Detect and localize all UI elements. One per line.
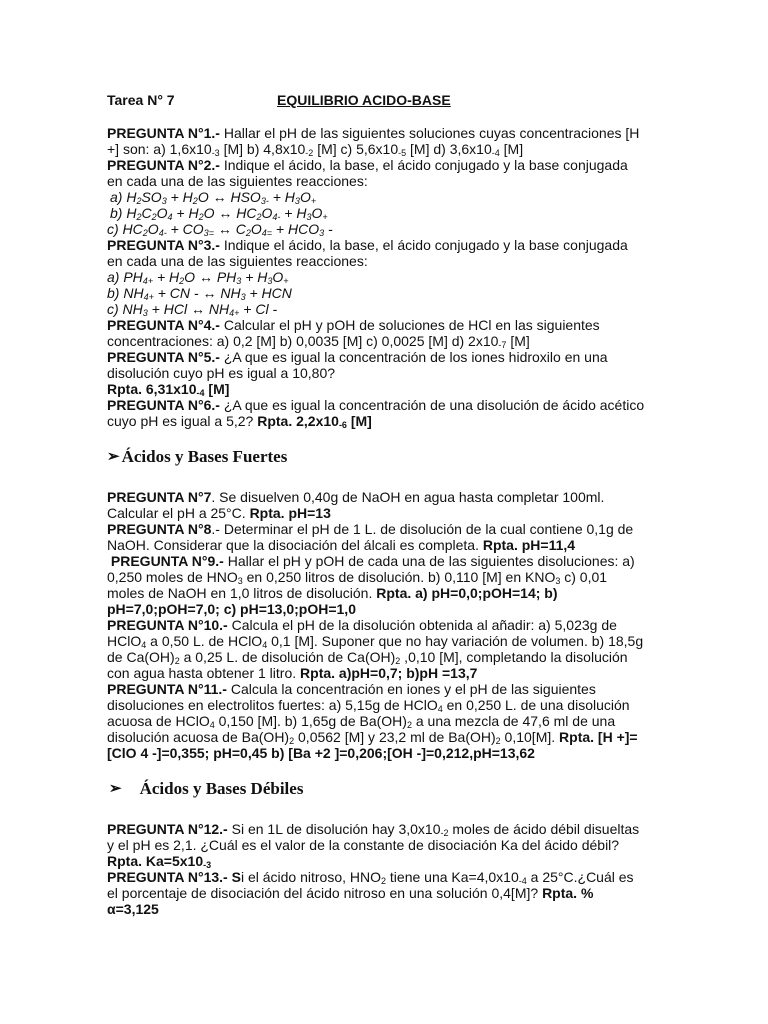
question-label: PREGUNTA N°1.- (107, 125, 220, 141)
answer-text: Rpta. a)pH=0,7; b)pH =13,7 (300, 665, 478, 681)
question-label: PREGUNTA N°6.- (107, 397, 220, 413)
question-text: Hallar el pH de las siguientes soluciones cuyas concentraciones [H +] son: a) $1,6x10_{-3}$ [M] b) $4,8x10_{-2}$ [M] c) $5,6x10_{-5}$ [M] d) $3,6x10_{-4}$ [M] (107, 125, 640, 158)
question-label: PREGUNTA N°11.- (107, 681, 227, 697)
question-text: . Se disuelven 0,40g de NaOH en agua hasta completar 100ml. Calcular el pH a 25°C. (107, 489, 605, 521)
question-text: Calcular el pH y pOH de soluciones de HCl en las siguientes concentraciones: a) 0,2 [M] b) 0,0035 [M] c) 0,0025 [M] d) $2x10_{-7}$ [M] (107, 317, 600, 350)
answer-text: Rpta. pH=13 (249, 505, 331, 521)
reaction-line: a) $H_2SO_3 + H_2O$ ↔ $HSO_{3-} + H_3O_+$ (110, 189, 317, 206)
question-text: ¿A que es igual la concentración de una disolución de ácido acético cuyo pH es igual a 5,2? (107, 397, 645, 429)
question-5 (107, 349, 647, 381)
question-6 (107, 397, 647, 429)
section-title: Ácidos y Bases Débiles (139, 779, 304, 798)
question-label: PREGUNTA N°13.- S (107, 869, 241, 885)
section-title: Ácidos y Bases Fuertes (121, 447, 288, 466)
question-text: Calcula la concentración en iones y el pH de las siguientes disoluciones en electrolitos fuertes: a) 5,15g de HClO$_4$ en 0,250 L. de una disolución acuosa de HClO$_4$ 0,150 [M]. b) 1,65g de $Ba(OH)_2$ a una mezcla de 47,6 ml de una disolución acuosa de $Ba(OH)_2$ 0,0562 [M] y 23,2 ml de $Ba(OH)_2$ 0,10[M]. (107, 681, 630, 746)
question-text: .- Determinar el pH de 1 L. de disolución de la cual contiene 0,1g de NaOH. Considerar que la disociación del álcali es completa. (107, 521, 634, 553)
document-header (107, 92, 647, 108)
question-text: Calcula el pH de la disolución obtenida al añadir: a) 5,023g de HClO$_4$ a 0,50 L. de HClO$_4$ 0,1 [M]. Suponer que no hay variación de volumen. b) 18,5g de $Ca(OH)_2$ a 0,25 L. de disolución de $Ca(OH)_2$ ,0,10 [M], completando la disolución con agua hasta obtener 1 litro. (107, 617, 644, 681)
question-4 (107, 317, 647, 349)
answer-text: Rpta. a) pH=0,0;pOH=14; b) pH=7,0;pOH=7,0; c) pH=13,0;pOH=1,0 (107, 585, 558, 617)
question-1 (107, 125, 647, 157)
question-label: PREGUNTA N°12.- (107, 821, 228, 837)
question-label: PREGUNTA N°10.- (107, 617, 228, 633)
question-text: ¿A que es igual la concentración de los iones hidroxilo en una disolución cuyo pH es igual a 10,80? (107, 349, 608, 381)
answer-text: Rpta. $Ka=5x10_{-3}$ (107, 853, 212, 870)
question-7 (107, 489, 647, 521)
question-9 (107, 553, 647, 617)
answer-5 (107, 381, 647, 397)
question-text: Indique el ácido, la base, el ácido conjugado y la base conjugada en cada una de las siguientes reacciones: (107, 157, 628, 189)
question-text: Si en 1L de disolución hay $3,0x10_{-2}$ moles de ácido débil disueltas y el pH es 2,1. ¿Cuál es el valor de la constante de disociación Ka del ácido débil? (107, 821, 640, 853)
question-10 (107, 617, 647, 681)
reaction-line: a) $PH_{4+} + H_2O$ ↔ $PH_3 + H_3O_+$ (107, 269, 289, 286)
arrow-bullet-icon: ➢ (107, 449, 120, 465)
question-13 (107, 869, 647, 917)
question-label: PREGUNTA N°9.- (110, 553, 224, 569)
question-12 (107, 821, 647, 869)
task-number: Tarea N° 7 (107, 92, 175, 108)
document-page (107, 92, 647, 917)
reaction-line: c) $NH_3$ + HCl ↔ $NH_{4+} + Cl$ - (107, 301, 278, 318)
reaction-line: b) $H_2C_2O_4 + H_2O$ ↔ $HC_2O_{4-} + H_3O_+$ (110, 205, 328, 222)
question-2 (107, 157, 647, 189)
answer-text: Rpta. $2,2x10_{-6}$ [M] (257, 413, 372, 430)
question-text: Hallar el pH y pOH de cada una de las siguientes disoluciones: a) 0,250 moles de $HNO_3$ en 0,250 litros de disolución. b) 0,110 [M] en $KNO_3$ c) 0,01 moles de NaOH en 1,0 litros de disolución. (107, 553, 635, 601)
reaction-line: b) $NH_{4+}$ + CN - ↔ $NH_3$ + HCN (107, 285, 292, 302)
document-title: EQUILIBRIO ACIDO-BASE (277, 92, 451, 108)
question-label: PREGUNTA N°8 (107, 521, 212, 537)
question-text: Indique el ácido, la base, el ácido conjugado y la base conjugada en cada una de las siguientes reacciones: (107, 237, 628, 269)
question-11 (107, 681, 647, 761)
question-3 (107, 237, 647, 269)
section-heading-strong (107, 447, 647, 467)
reaction-line: c) $HC_2O_{4-} + CO_{3=}$ ↔ $C_2O_{4=} + HCO_3$ - (107, 221, 333, 238)
answer-text: Rpta. pH=11,4 (482, 537, 576, 553)
question-label: PREGUNTA N°7 (107, 489, 212, 505)
question-8 (107, 521, 647, 553)
section-heading-weak (107, 779, 647, 799)
arrow-bullet-icon: ➢ (109, 781, 122, 797)
answer-text: Rpta. $6,31x10_{-4}$ [M] (107, 381, 230, 398)
answer-text: Rpta. % α=3,125 (107, 885, 594, 917)
question-label: PREGUNTA N°2.- (107, 157, 220, 173)
question-text: i el ácido nitroso, $HNO_2$ tiene una $Ka=4,0x10_{-4}$ a 25°C.¿Cuál es el porcentaje de disociación del ácido nitroso en una solución 0,4[M]? (107, 869, 634, 901)
answer-text: Rpta. [H +]=[ClO 4 -]=0,355; pH=0,45 b) [Ba +2 ]=0,206;[OH -]=0,212,pH=13,62 (107, 729, 638, 761)
question-label: PREGUNTA N°5.- (107, 349, 220, 365)
question-label: PREGUNTA N°3.- (107, 237, 220, 253)
question-label: PREGUNTA N°4.- (107, 317, 220, 333)
